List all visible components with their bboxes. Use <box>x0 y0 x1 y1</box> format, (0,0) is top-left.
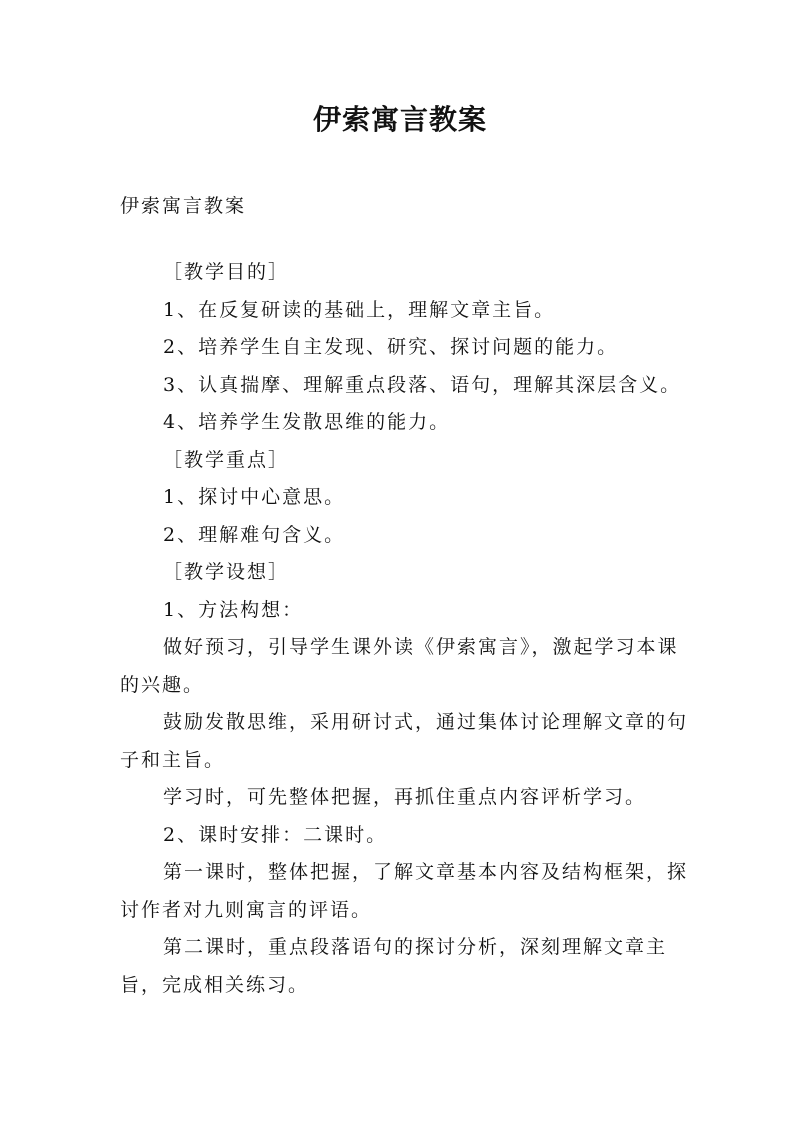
schedule-paragraph: 第二课时，重点段落语句的探讨分析，深刻理解文章主旨，完成相关练习。 <box>120 936 668 996</box>
method-paragraph: 鼓励发散思维，采用研讨式，通过集体讨论理解文章的句子和主旨。 <box>120 711 689 771</box>
document-body <box>120 254 690 1004</box>
method-paragraph: 做好预习，引导学生课外读《伊索寓言》，激起学习本课的兴趣。 <box>120 636 679 696</box>
document-title: 伊索寓言教案 <box>312 103 487 136</box>
method-heading: 1、方法构想： <box>163 598 304 621</box>
section-heading-focus: ［教学重点］ <box>163 448 290 471</box>
focus-item: 2、理解难句含义。 <box>163 523 346 546</box>
method-paragraph: 学习时，可先整体把握，再抓住重点内容评析学习。 <box>163 786 647 808</box>
section-heading-objectives: ［教学目的］ <box>163 261 290 283</box>
objective-item: 2、培养学生自主发现、研究、探讨问题的能力。 <box>163 336 619 358</box>
schedule-heading: 2、课时安排：二课时。 <box>163 823 388 846</box>
objective-item: 4、培养学生发散思维的能力。 <box>163 411 451 433</box>
objective-item: 3、认真揣摩、理解重点段落、语句，理解其深层含义。 <box>163 373 682 396</box>
objective-item: 1、在反复研读的基础上，理解文章主旨。 <box>163 298 556 321</box>
schedule-paragraph: 第一课时，整体把握，了解文章基本内容及结构框架，探讨作者对九则寓言的评语。 <box>120 861 689 921</box>
focus-item: 1、探讨中心意思。 <box>163 486 346 508</box>
document-subtitle: 伊索寓言教案 <box>120 195 247 217</box>
section-heading-design: ［教学设想］ <box>163 561 290 583</box>
